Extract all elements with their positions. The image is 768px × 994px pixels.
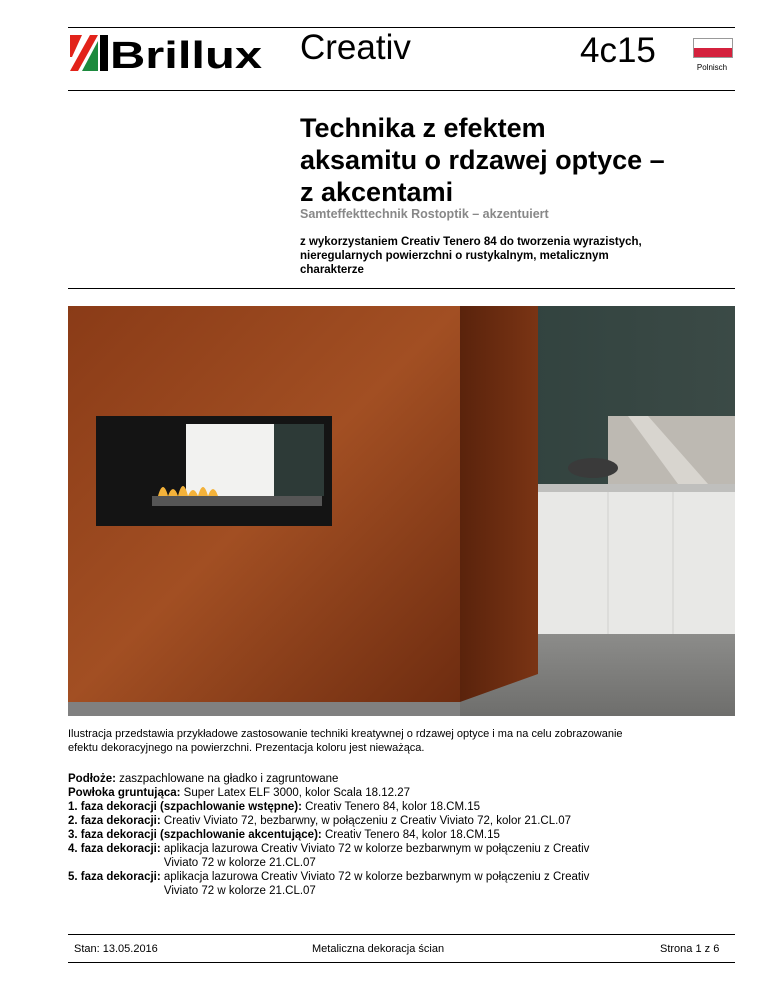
product-line-title: Creativ bbox=[300, 28, 411, 67]
footer-page-number: Strona 1 z 6 bbox=[660, 943, 720, 955]
spec-row: 5. faza dekoracji: aplikacja lazurowa Creativ Viviato 72 w kolorze bezbarwnym w połączeniu z Creativ Viviato 72 w kolorze 21.CL.07 bbox=[68, 871, 590, 897]
language-label: Polnisch bbox=[696, 63, 728, 72]
svg-text:Brillux: Brillux bbox=[110, 35, 262, 73]
header-rule bbox=[68, 90, 735, 91]
document-code: 4c15 bbox=[580, 31, 656, 70]
spec-row: 4. faza dekoracji: aplikacja lazurowa Creativ Viviato 72 w kolorze bezbarwnym w połączeniu z Creativ Viviato 72 w kolorze 21.CL.07 bbox=[68, 843, 590, 869]
page-title: Technika z efektem aksamitu o rdzawej optyce – z akcentami bbox=[300, 113, 665, 207]
specification-list bbox=[68, 772, 738, 898]
intro-rule bbox=[68, 288, 735, 289]
brillux-logo bbox=[68, 33, 268, 73]
footer-category: Metaliczna dekoracja ścian bbox=[312, 943, 445, 955]
footer-date: Stan: 13.05.2016 bbox=[74, 943, 158, 955]
spec-row: 3. faza dekoracji (szpachlowanie akcentujące): Creativ Tenero 84, kolor 18.CM.15 bbox=[68, 829, 500, 841]
polish-flag-icon bbox=[693, 38, 733, 58]
spec-row: 1. faza dekoracji (szpachlowanie wstępne): Creativ Tenero 84, kolor 18.CM.15 bbox=[68, 801, 481, 813]
fireplace-photo bbox=[68, 306, 735, 716]
spec-row: Powłoka gruntująca: Super Latex ELF 3000, kolor Scala 18.12.27 bbox=[68, 787, 410, 799]
photo-caption: Ilustracja przedstawia przykładowe zastosowanie techniki kreatywnej o rdzawej optyce i ma na celu zobrazowanie efektu dekoracyjnego na powierzchni. Prezentacja koloru jest nieważąca. bbox=[68, 728, 623, 754]
page-subtitle: Samteffekttechnik Rostoptik – akzentuiert bbox=[300, 207, 549, 221]
intro-text: z wykorzystaniem Creativ Tenero 84 do tworzenia wyrazistych, nieregularnych powierzchni o rustykalnym, metalicznym charakterze bbox=[300, 236, 642, 276]
spec-row: 2. faza dekoracji: Creativ Viviato 72, bezbarwny, w połączeniu z Creativ Viviato 72, kolor 21.CL.07 bbox=[68, 815, 572, 827]
footer-rule-bottom bbox=[68, 962, 735, 963]
spec-row: Podłoże: zaszpachlowane na gładko i zagruntowane bbox=[68, 773, 339, 785]
footer-rule-top bbox=[68, 934, 735, 935]
